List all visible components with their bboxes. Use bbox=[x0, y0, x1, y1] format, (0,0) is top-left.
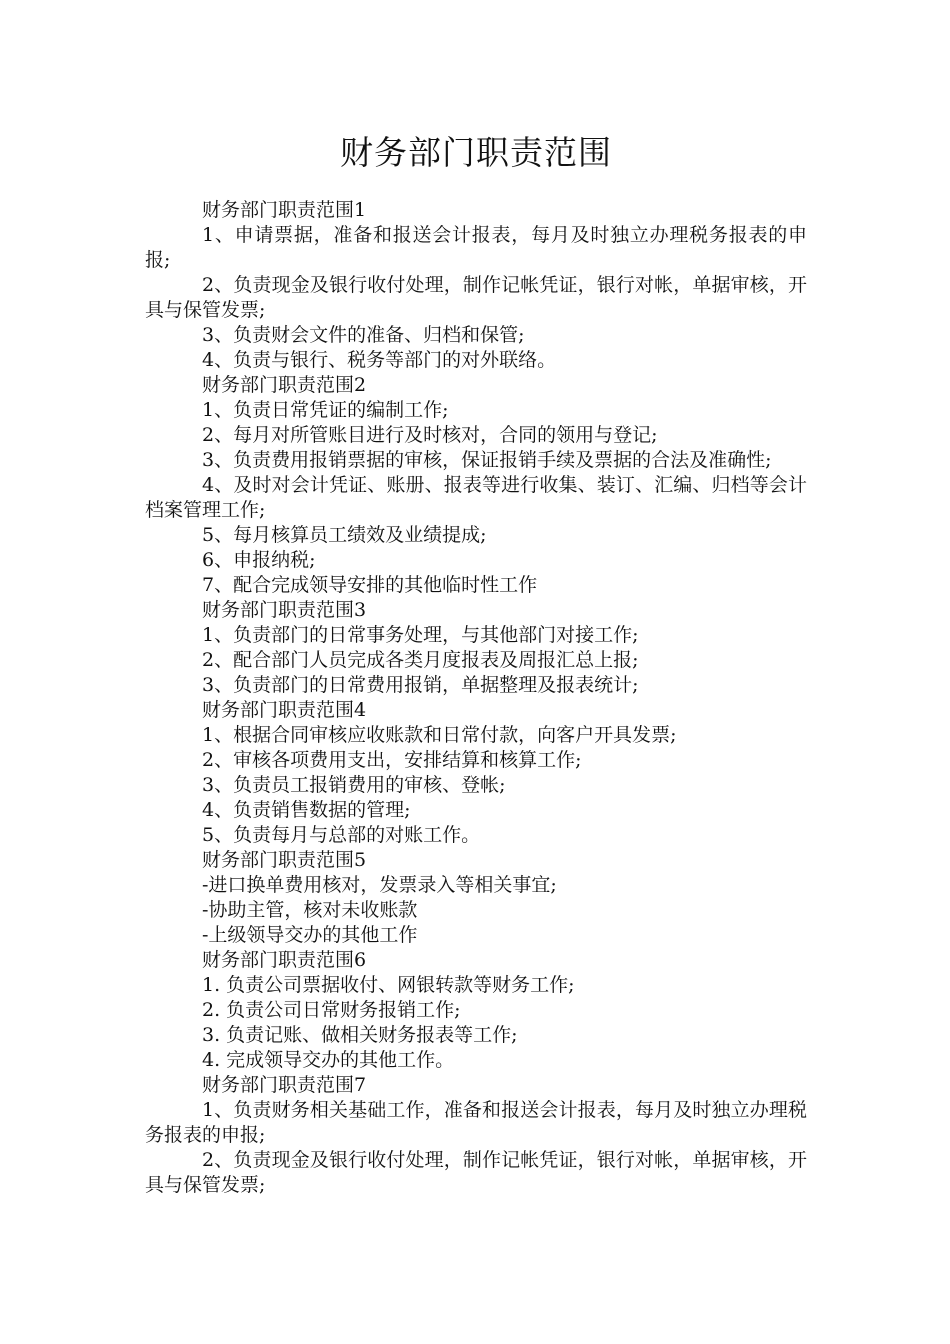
document-body bbox=[145, 198, 807, 1198]
document-title: 财务部门职责范围 bbox=[340, 133, 612, 172]
paragraph: 财务部门职责范围3 bbox=[202, 599, 367, 621]
paragraph: 4、负责与银行、税务等部门的对外联络。 bbox=[202, 349, 557, 371]
document-page bbox=[145, 0, 807, 1198]
paragraph: -协助主管，核对未收账款 bbox=[202, 899, 418, 921]
paragraph: 财务部门职责范围4 bbox=[202, 699, 367, 721]
paragraph: 4、负责销售数据的管理; bbox=[202, 799, 411, 821]
paragraph: 财务部门职责范围7 bbox=[202, 1074, 367, 1096]
paragraph: 1、负责财务相关基础工作，准备和报送会计报表，每月及时独立办理税务报表的申报; bbox=[145, 1099, 807, 1146]
paragraph: 5、负责每月与总部的对账工作。 bbox=[202, 824, 481, 846]
paragraph: 3、负责员工报销费用的审核、登帐; bbox=[202, 774, 506, 796]
paragraph: -上级领导交办的其他工作 bbox=[202, 924, 418, 946]
paragraph: 1、根据合同审核应收账款和日常付款，向客户开具发票; bbox=[202, 724, 677, 746]
paragraph: 5、每月核算员工绩效及业绩提成; bbox=[202, 524, 487, 546]
paragraph: 1. 负责公司票据收付、网银转款等财务工作; bbox=[202, 974, 575, 996]
paragraph: 财务部门职责范围6 bbox=[202, 949, 367, 971]
paragraph: 2、负责现金及银行收付处理，制作记帐凭证，银行对帐，单据审核，开具与保管发票; bbox=[145, 1149, 807, 1196]
paragraph: 4. 完成领导交办的其他工作。 bbox=[202, 1049, 455, 1071]
paragraph: 1、负责日常凭证的编制工作; bbox=[202, 399, 449, 421]
paragraph: 2、配合部门人员完成各类月度报表及周报汇总上报; bbox=[202, 649, 639, 671]
paragraph: 1、申请票据，准备和报送会计报表，每月及时独立办理税务报表的申报; bbox=[145, 224, 807, 271]
paragraph: 财务部门职责范围5 bbox=[202, 849, 367, 871]
paragraph: 3、负责部门的日常费用报销，单据整理及报表统计; bbox=[202, 674, 639, 696]
paragraph: 财务部门职责范围1 bbox=[202, 199, 367, 221]
paragraph: 2、审核各项费用支出，安排结算和核算工作; bbox=[202, 749, 582, 771]
paragraph: 财务部门职责范围2 bbox=[202, 374, 367, 396]
paragraph: 3、负责财会文件的准备、归档和保管; bbox=[202, 324, 525, 346]
paragraph: 2、每月对所管账目进行及时核对，合同的领用与登记; bbox=[202, 424, 658, 446]
paragraph: 2、负责现金及银行收付处理，制作记帐凭证，银行对帐，单据审核，开具与保管发票; bbox=[145, 274, 807, 321]
paragraph: 3、负责费用报销票据的审核，保证报销手续及票据的合法及准确性; bbox=[202, 449, 772, 471]
paragraph: 2. 负责公司日常财务报销工作; bbox=[202, 999, 461, 1021]
paragraph: 3. 负责记账、做相关财务报表等工作; bbox=[202, 1024, 518, 1046]
paragraph: 6、申报纳税; bbox=[202, 549, 316, 571]
paragraph: 4、及时对会计凭证、账册、报表等进行收集、装订、汇编、归档等会计档案管理工作; bbox=[145, 474, 807, 521]
paragraph: 1、负责部门的日常事务处理，与其他部门对接工作; bbox=[202, 624, 639, 646]
paragraph: -进口换单费用核对，发票录入等相关事宜; bbox=[202, 874, 557, 896]
paragraph: 7、配合完成领导安排的其他临时性工作 bbox=[202, 574, 538, 596]
